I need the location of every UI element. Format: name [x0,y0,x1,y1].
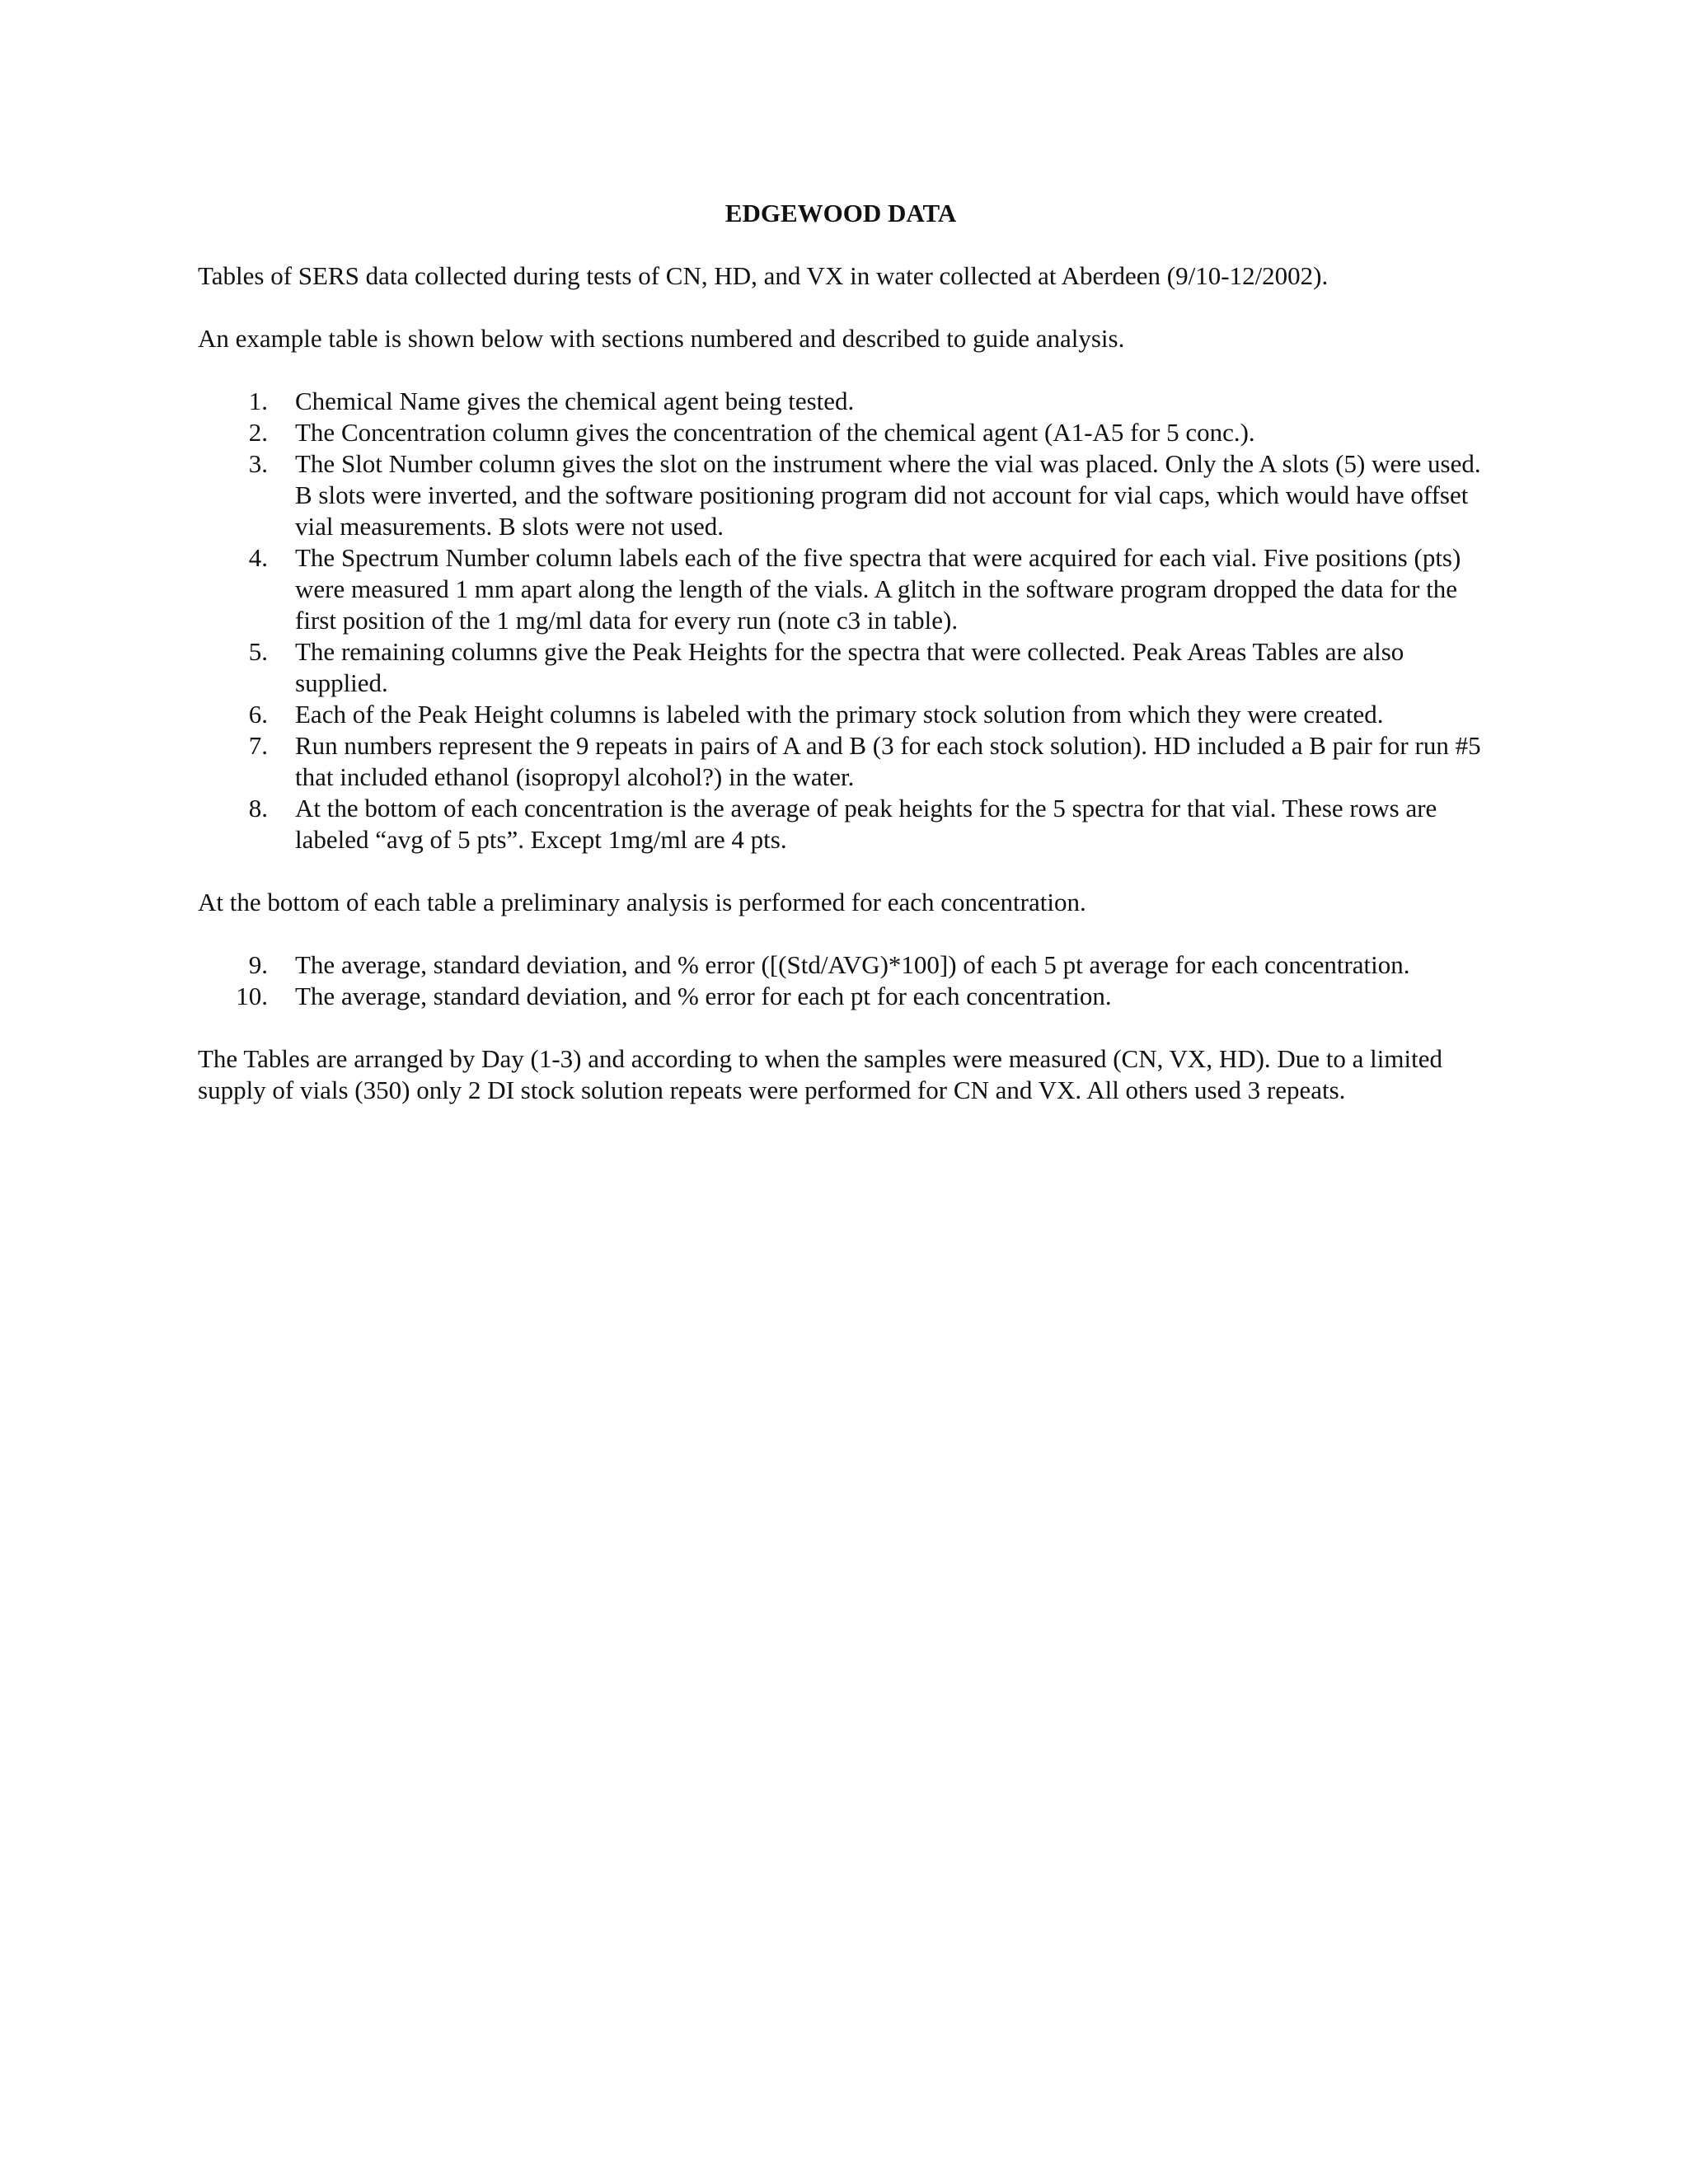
example-note-paragraph: An example table is shown below with sections numbered and described to guide analysis. [198,324,1125,353]
list-item [198,448,1484,542]
list-item-text: Chemical Name gives the chemical agent being tested. [295,387,855,415]
document-page [198,198,1484,1106]
list-item-number: 5. [248,637,268,666]
list-item [198,636,1484,699]
list-item-number: 8. [248,794,268,823]
closing-paragraph: The Tables are arranged by Day (1-3) and according to when the samples were measured (CN, VX, HD). Due to a limited supply of vials (350) only 2 DI stock solution repeats were performed for CN and VX. All others used 3 repeats. [198,1044,1443,1104]
list-item [198,793,1484,855]
list-item-number: 1. [248,387,268,415]
list-item [198,699,1484,730]
list-item [198,417,1484,448]
spacer [198,292,1484,323]
spacer [198,354,1484,386]
numbered-list-1 [198,386,1484,855]
list-item-text: The average, standard deviation, and % error ([(Std/AVG)*100]) of each 5 pt average for each concentration. [295,950,1410,979]
list-item-text: The Slot Number column gives the slot on the instrument where the vial was placed. Only the A slots (5) were used. B slots were inverted, and the software positioning program did not account for vial caps, which would have offset vial measurements. B slots were not used. [295,449,1481,541]
spacer [198,229,1484,260]
spacer [198,855,1484,887]
list-item [198,542,1484,636]
document-title: EDGEWOOD DATA [724,199,957,227]
list-item [198,730,1484,793]
list-item-number: 6. [248,700,268,729]
list-item-text: Run numbers represent the 9 repeats in pairs of A and B (3 for each stock solution). HD included a B pair for run #5 that included ethanol (isopropyl alcohol?) in the water. [295,731,1481,791]
list-item [198,949,1484,981]
list-item-number: 10. [236,982,268,1010]
list-item-text: The remaining columns give the Peak Heights for the spectra that were collected. Peak Areas Tables are also supplied. [295,637,1404,697]
list-item-number: 3. [248,449,268,478]
list-item-text: The Concentration column gives the concentration of the chemical agent (A1-A5 for 5 conc.). [295,418,1255,447]
numbered-list-2 [198,949,1484,1012]
list-item-text: The Spectrum Number column labels each of the five spectra that were acquired for each vial. Five positions (pts) were measured 1 mm apart along the length of the vials. A glitch in the software program dropped the data for the first position of the 1 mg/ml data for every run (note c3 in table). [295,543,1461,635]
list-item-text: Each of the Peak Height columns is labeled with the primary stock solution from which they were created. [295,700,1384,729]
spacer [198,918,1484,949]
list-item [198,386,1484,417]
spacer [198,1012,1484,1043]
list-item-number: 2. [248,418,268,447]
list-item-text: The average, standard deviation, and % error for each pt for each concentration. [295,982,1112,1010]
analysis-note-paragraph: At the bottom of each table a preliminary analysis is performed for each concentration. [198,888,1086,916]
list-item-text: At the bottom of each concentration is the average of peak heights for the 5 spectra for that vial. These rows are labeled “avg of 5 pts”. Except 1mg/ml are 4 pts. [295,794,1437,854]
intro-paragraph: Tables of SERS data collected during tests of CN, HD, and VX in water collected at Aberdeen (9/10-12/2002). [198,261,1329,290]
list-item-number: 9. [248,950,268,979]
list-item [198,981,1484,1012]
list-item-number: 4. [248,543,268,572]
list-item-number: 7. [248,731,268,760]
